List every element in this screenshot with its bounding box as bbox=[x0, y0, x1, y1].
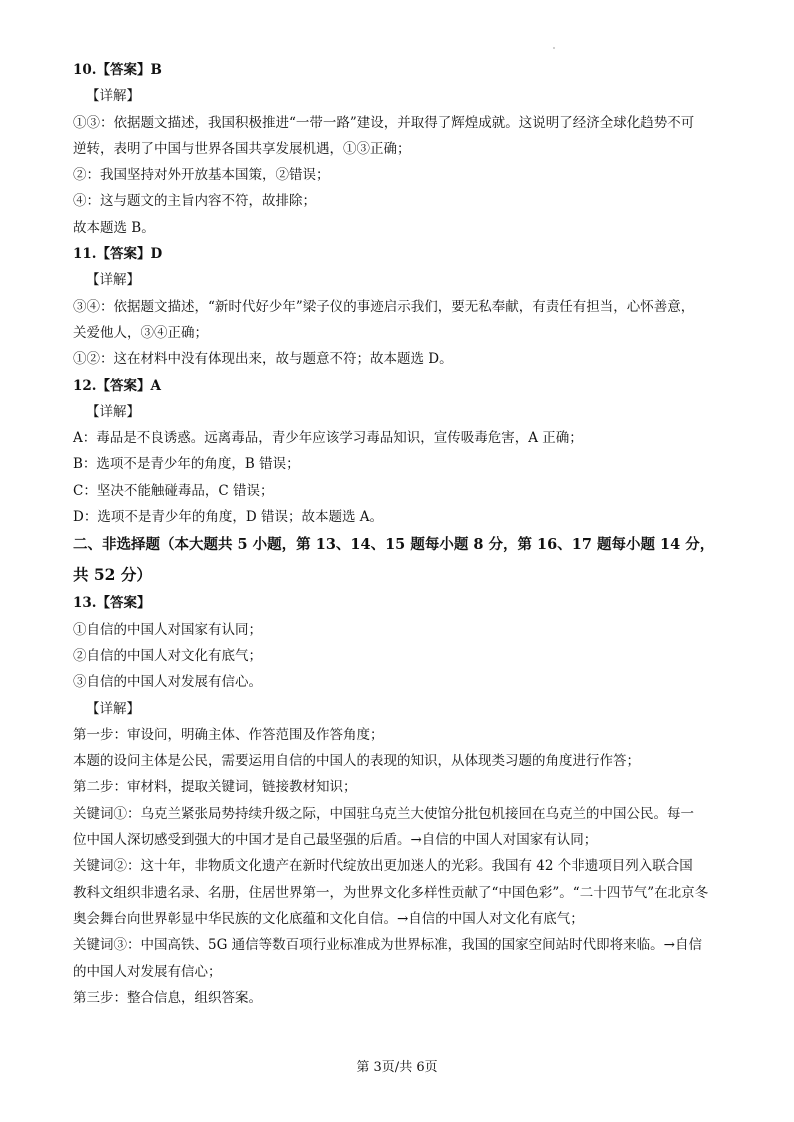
explanation-text: A：毒品是不良诱惑。远离毒品，青少年应该学习毒品知识，宣传吸毒危害，A 正确； bbox=[73, 430, 583, 447]
explanation-text: ③④：依据题文描述，“新时代好少年”梁子仪的事迹启示我们，要无私奉献，有责任有担当，心怀善意， bbox=[73, 298, 695, 315]
explanation-label: 【详解】 bbox=[86, 403, 140, 420]
explanation-text: 故本题选 B。 bbox=[73, 219, 155, 236]
explanation-text: B：选项不是青少年的角度，B 错误； bbox=[73, 456, 300, 473]
explanation-text: 第一步：审设问，明确主体、作答范围及作答角度； bbox=[73, 726, 384, 743]
explanation-text: 关键词①：乌克兰紧张局势持续升级之际，中国驻乌克兰大使馆分批包机接回在乌克兰的中国公民。每一 bbox=[73, 805, 694, 822]
explanation-text: D：选项不是青少年的角度，D 错误；故本题选 A。 bbox=[73, 509, 383, 526]
explanation-text: 位中国人深切感受到强大的中国才是自己最坚强的后盾。→自信的中国人对国家有认同； bbox=[73, 832, 598, 849]
answer-heading-13: 13.【答案】 bbox=[73, 595, 151, 612]
explanation-text: C：坚决不能触碰毒品，C 错误； bbox=[73, 482, 274, 499]
explanation-text: 本题的设问主体是公民，需要运用自信的中国人的表现的知识，从体现类习题的角度进行作答； bbox=[73, 753, 640, 770]
explanation-text: 第三步：整合信息，组织答案。 bbox=[73, 989, 262, 1006]
explanation-text: 关爱他人，③④正确； bbox=[73, 324, 208, 341]
answer-point: ③自信的中国人对发展有信心。 bbox=[73, 674, 262, 691]
explanation-text: ①③：依据题文描述，我国积极推进“一带一路”建设，并取得了辉煌成就。这说明了经济全球化趋势不可 bbox=[73, 114, 695, 131]
document-body bbox=[73, 57, 723, 1011]
page-number-footer: 第 3页/共 6页 bbox=[356, 1060, 438, 1075]
explanation-text: 奥会舞台向世界彰显中华民族的文化底蕴和文化自信。→自信的中国人对文化有底气； bbox=[73, 910, 584, 927]
explanation-text: ④：这与题文的主旨内容不符，故排除； bbox=[73, 193, 316, 210]
answer-point: ②自信的中国人对文化有底气； bbox=[73, 647, 262, 664]
explanation-text: 教科文组织非遗名录、名册，住居世界第一，为世界文化多样性贡献了“中国色彩”。“二十四节气”在北京冬 bbox=[73, 884, 709, 901]
explanation-label: 【详解】 bbox=[86, 700, 140, 717]
explanation-text: 的中国人对发展有信心； bbox=[73, 963, 222, 980]
explanation-text: 第二步：审材料，提取关键词，链接教材知识； bbox=[73, 779, 357, 796]
explanation-label: 【详解】 bbox=[86, 88, 140, 105]
explanation-text: ②：我国坚持对外开放基本国策，②错误； bbox=[73, 167, 330, 184]
explanation-label: 【详解】 bbox=[86, 272, 140, 289]
answer-heading-10: 10.【答案】B bbox=[73, 62, 162, 78]
section-heading-cont: 共 52 分） bbox=[73, 565, 152, 585]
explanation-text: 关键词③：中国高铁、5G 通信等数百项行业标准成为世界标准，我国的国家空间站时代即将来临。→自信 bbox=[73, 937, 702, 954]
explanation-text: 逆转，表明了中国与世界各国共享发展机遇，①③正确； bbox=[73, 140, 411, 157]
explanation-text: 关键词②：这十年，非物质文化遗产在新时代绽放出更加迷人的光彩。我国有 42 个非遗项目列入联合国 bbox=[73, 858, 693, 875]
scan-speck bbox=[553, 47, 555, 49]
section-heading: 二、非选择题（本大题共 5 小题，第 13、14、15 题每小题 8 分，第 16、17 题每小题 14 分， bbox=[73, 536, 715, 554]
answer-point: ①自信的中国人对国家有认同； bbox=[73, 621, 262, 638]
explanation-text: ①②：这在材料中没有体现出来，故与题意不符；故本题选 D。 bbox=[73, 351, 453, 368]
answer-heading-12: 12.【答案】A bbox=[73, 377, 161, 394]
answer-heading-11: 11.【答案】D bbox=[73, 246, 163, 263]
